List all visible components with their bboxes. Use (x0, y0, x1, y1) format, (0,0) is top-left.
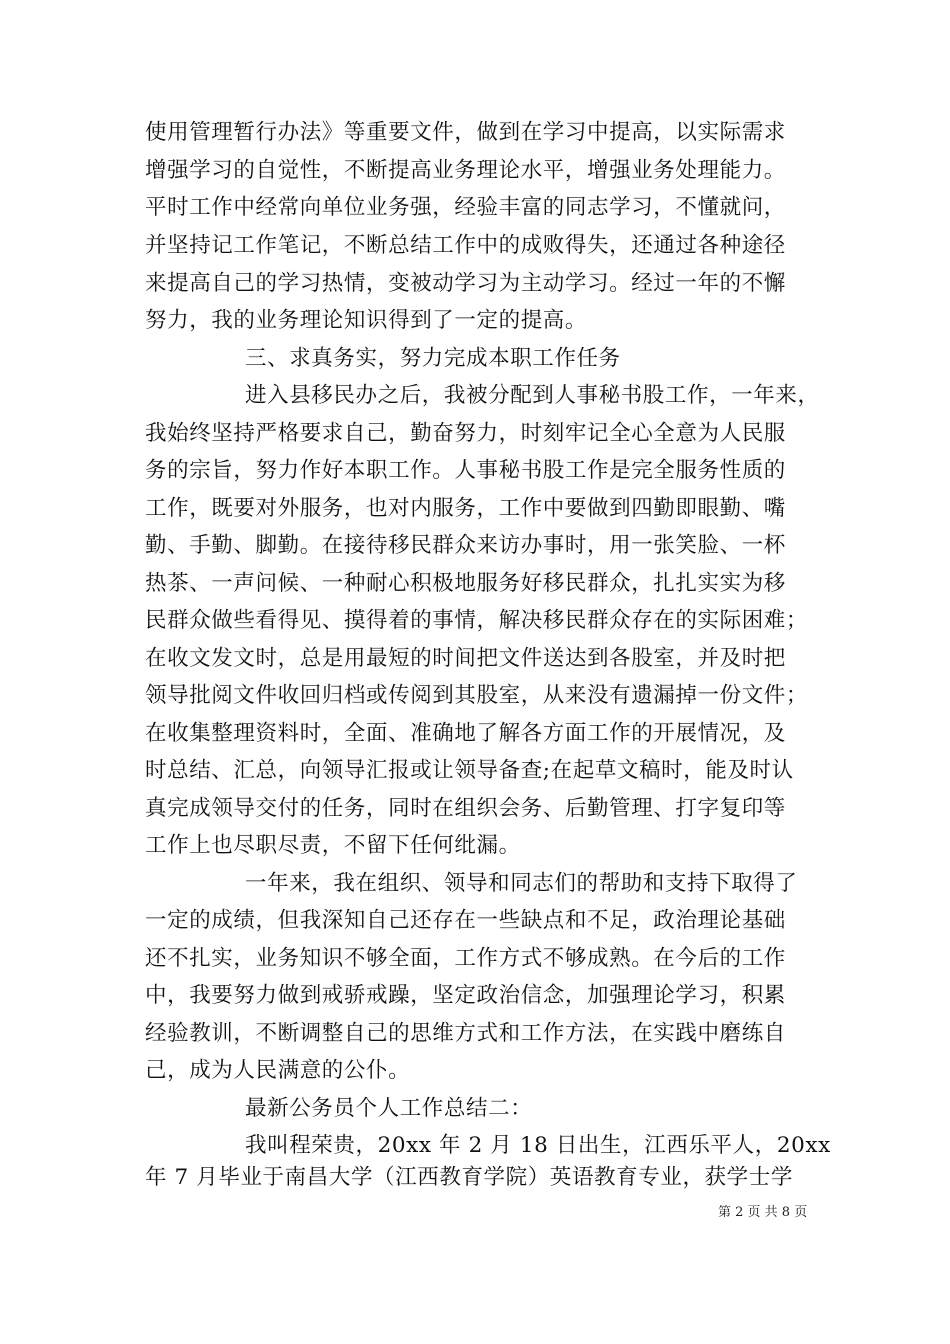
body-text-line: 我叫程荣贵，20xx 年 2 月 18 日出生，江西乐平人，20xx (245, 1133, 831, 1158)
body-text-line: 一年来，我在组织、领导和同志们的帮助和支持下取得了 (245, 871, 798, 896)
body-text-line: 民群众做些看得见、摸得着的事情，解决移民群众存在的实际困难； (145, 608, 809, 633)
body-text-line: 平时工作中经常向单位业务强，经验丰富的同志学习，不懂就问， (145, 195, 786, 220)
body-text-line: 在收集整理资料时，全面、准确地了解各方面工作的开展情况，及 (145, 721, 786, 746)
body-text-line: 时总结、汇总，向领导汇报或让领导备查;在起草文稿时，能及时认 (145, 758, 794, 783)
body-text-line: 进入县移民办之后，我被分配到人事秘书股工作，一年来， (245, 383, 820, 408)
body-text-line: 中，我要努力做到戒骄戒躁，坚定政治信念，加强理论学习，积累 (145, 983, 786, 1008)
page-number-footer: 第 2 页 共 8 页 (718, 1205, 808, 1220)
body-text-line: 增强学习的自觉性，不断提高业务理论水平，增强业务处理能力。 (145, 158, 786, 183)
body-text-line: 年 7 月毕业于南昌大学（江西教育学院）英语教育专业，获学士学 (145, 1165, 793, 1190)
body-text-line: 务的宗旨，努力作好本职工作。人事秘书股工作是完全服务性质的 (145, 458, 786, 483)
body-text-line: 并坚持记工作笔记，不断总结工作中的成败得失，还通过各种途径 (145, 233, 786, 258)
body-text-line: 还不扎实，业务知识不够全面，工作方式不够成熟。在今后的工作 (145, 946, 786, 971)
body-text-line: 使用管理暂行办法》等重要文件，做到在学习中提高，以实际需求 (145, 120, 786, 145)
body-text-line: 经验教训，不断调整自己的思维方式和工作方法，在实践中磨练自 (145, 1021, 786, 1046)
body-text-line: 来提高自己的学习热情，变被动学习为主动学习。经过一年的不懈 (145, 271, 786, 296)
section-heading: 三、求真务实，努力完成本职工作任务 (245, 346, 621, 371)
body-text-line: 工作，既要对外服务，也对内服务，工作中要做到四勤即眼勤、嘴 (145, 496, 786, 521)
section-heading: 最新公务员个人工作总结二： (245, 1096, 533, 1121)
body-text-line: 热茶、一声问候、一种耐心积极地服务好移民群众，扎扎实实为移 (145, 571, 786, 596)
body-text-line: 真完成领导交付的任务，同时在组织会务、后勤管理、打字复印等 (145, 796, 786, 821)
body-text-line: 工作上也尽职尽责，不留下任何纰漏。 (145, 833, 521, 858)
body-text-line: 一定的成绩，但我深知自己还存在一些缺点和不足，政治理论基础 (145, 908, 786, 933)
body-text-line: 在收文发文时，总是用最短的时间把文件送达到各股室，并及时把 (145, 646, 786, 671)
body-text-line: 努力，我的业务理论知识得到了一定的提高。 (145, 308, 588, 333)
body-text-line: 己，成为人民满意的公仆。 (145, 1058, 411, 1083)
body-text-line: 领导批阅文件收回归档或传阅到其股室，从来没有遗漏掉一份文件； (145, 683, 809, 708)
body-text-line: 我始终坚持严格要求自己，勤奋努力，时刻牢记全心全意为人民服 (145, 421, 786, 446)
body-text-line: 勤、手勤、脚勤。在接待移民群众来访办事时，用一张笑脸、一杯 (145, 533, 786, 558)
